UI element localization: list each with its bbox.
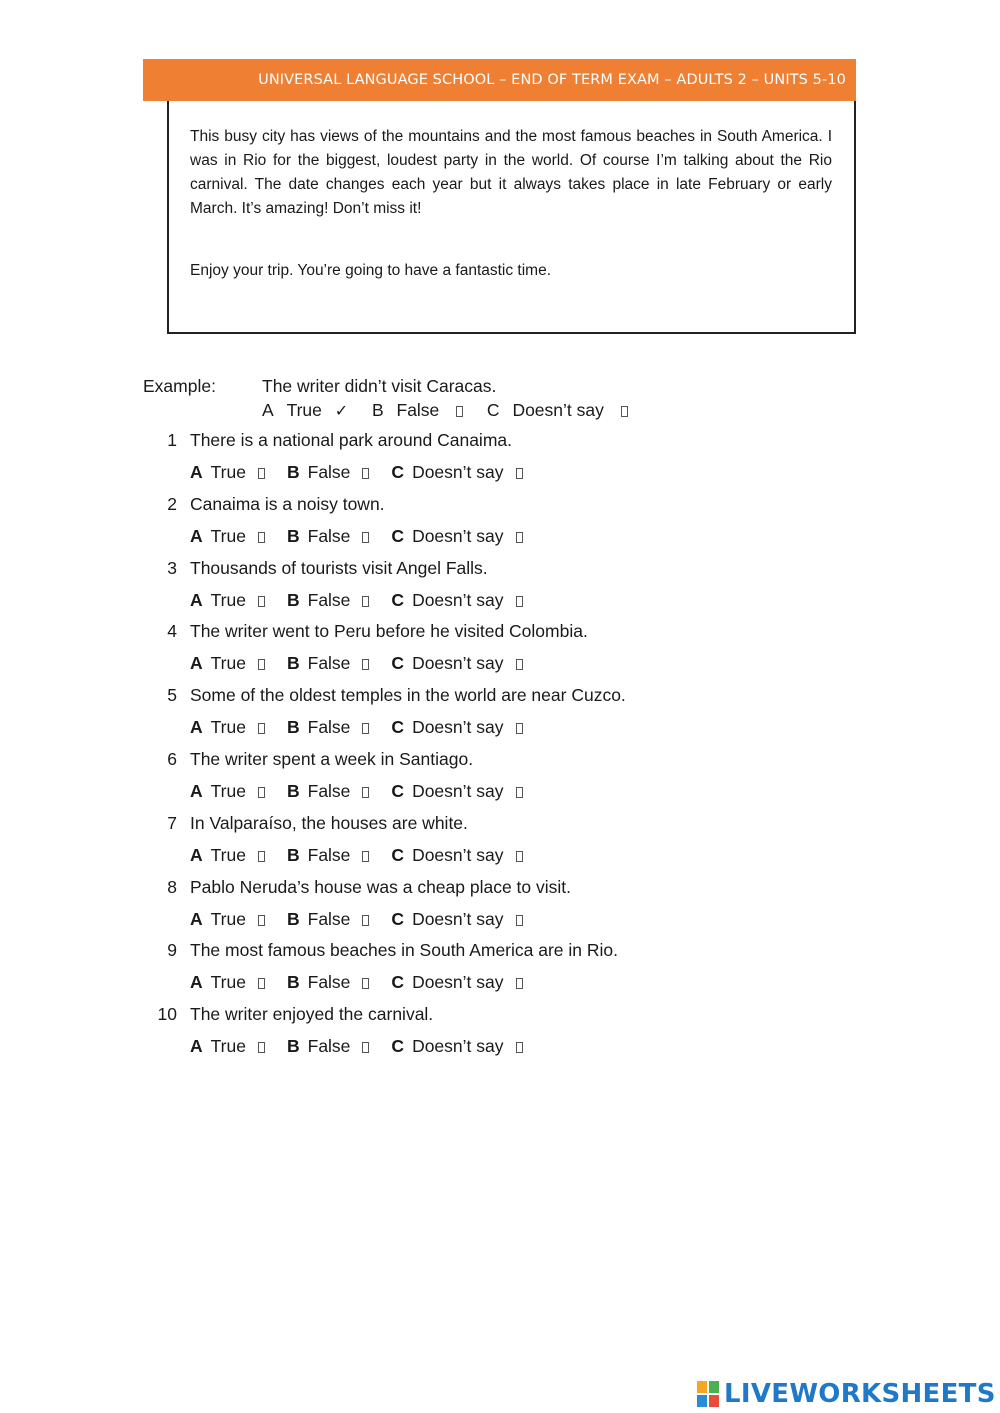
option-a-label: True [210, 1036, 246, 1057]
option-b-label: False [307, 781, 351, 801]
option-a-letter: A [190, 589, 203, 610]
option-b-letter: B [286, 653, 300, 674]
option-c-letter: C [391, 717, 405, 738]
checkbox-icon[interactable] [621, 406, 628, 417]
option-a-letter: A [190, 844, 203, 865]
example-options [262, 400, 628, 421]
option-a-label: True [210, 781, 246, 801]
checkbox-icon[interactable] [258, 468, 265, 479]
checkbox-icon[interactable] [516, 723, 523, 734]
option-a-letter: A [190, 653, 203, 674]
question-text: The writer went to Peru before he visited Colombia. [190, 621, 588, 642]
question-number: 6 [167, 749, 177, 769]
question-number: 9 [167, 940, 177, 961]
checkbox-icon[interactable] [516, 978, 523, 989]
option-b-label: False [307, 717, 351, 738]
example-option-a-label: True [286, 400, 322, 420]
question-number: 7 [167, 812, 177, 833]
option-c-label: Doesn’t say [412, 717, 504, 738]
question-number: 1 [167, 430, 177, 450]
checkbox-icon[interactable] [258, 978, 265, 989]
question-text: There is a national park around Canaima. [190, 430, 512, 450]
option-c-label: Doesn’t say [412, 1036, 504, 1057]
answer-options [190, 462, 523, 483]
option-b-label: False [307, 589, 351, 610]
example-option-a-letter: A [262, 400, 274, 420]
option-a-letter: A [190, 525, 203, 546]
option-a-letter: A [190, 717, 203, 738]
example-option-b-letter: B [371, 400, 384, 420]
answer-options [190, 1036, 523, 1057]
question-text: The writer enjoyed the carnival. [190, 1004, 434, 1025]
option-a-letter: A [190, 908, 203, 929]
option-c-label: Doesn’t say [412, 589, 504, 610]
answer-options [190, 717, 523, 738]
option-a-letter: A [190, 1036, 203, 1057]
option-a-label: True [210, 462, 246, 482]
option-c-label: Doesn’t say [412, 844, 504, 865]
example-option-c-label: Doesn’t say [512, 400, 604, 420]
example-label: Example: [143, 376, 216, 396]
question-number: 4 [167, 621, 177, 642]
option-c-letter: C [391, 972, 405, 993]
checkbox-icon[interactable] [516, 468, 523, 479]
checkbox-icon[interactable] [362, 723, 369, 734]
checkmark-icon: ✓ [334, 401, 349, 420]
question-text: Thousands of tourists visit Angel Falls. [190, 557, 488, 578]
option-b-label: False [307, 525, 351, 546]
option-a-letter: A [190, 462, 203, 482]
option-b-letter: B [286, 908, 300, 929]
option-b-label: False [307, 908, 351, 929]
option-c-label: Doesn’t say [412, 462, 504, 482]
exam-title: UNIVERSAL LANGUAGE SCHOOL – END OF TERM EXAM – ADULTS 2 – UNITS 5-10 [258, 72, 846, 88]
checkbox-icon[interactable] [258, 787, 265, 798]
option-a-label: True [210, 589, 246, 610]
question-number: 2 [167, 493, 177, 514]
question-text: The most famous beaches in South America are in Rio. [190, 940, 618, 961]
option-a-label: True [210, 653, 246, 674]
passage-closing: Enjoy your trip. You’re going to have a fantastic time. [190, 262, 552, 279]
checkbox-icon[interactable] [258, 659, 265, 670]
answer-options [190, 781, 523, 802]
option-b-letter: B [286, 717, 300, 738]
logo-text: LIVEWORKSHEETS [724, 1379, 996, 1409]
option-b-letter: B [286, 1036, 300, 1057]
example-statement: The writer didn’t visit Caracas. [262, 376, 497, 396]
option-b-label: False [307, 972, 351, 993]
answer-options [190, 909, 523, 930]
example-option-b-label: False [396, 400, 440, 420]
option-c-letter: C [391, 908, 405, 929]
logo-icon [697, 1381, 721, 1407]
option-c-label: Doesn’t say [412, 653, 504, 674]
checkbox-icon[interactable] [516, 659, 523, 670]
option-a-label: True [210, 717, 246, 738]
checkbox-icon[interactable] [362, 532, 369, 543]
option-a-label: True [210, 525, 246, 546]
option-b-label: False [307, 462, 351, 482]
question-number: 3 [167, 557, 177, 578]
option-b-letter: B [286, 844, 300, 865]
checkbox-icon[interactable] [258, 1042, 265, 1053]
answer-options [190, 653, 523, 674]
checkbox-icon[interactable] [516, 1042, 523, 1053]
question-number: 5 [167, 685, 177, 706]
checkbox-icon[interactable] [516, 787, 523, 798]
option-b-label: False [307, 844, 351, 865]
answer-options [190, 845, 523, 866]
option-b-letter: B [286, 462, 300, 482]
checkbox-icon[interactable] [258, 915, 265, 926]
question-number: 10 [157, 1004, 177, 1025]
question-text: Canaima is a noisy town. [190, 493, 385, 514]
checkbox-icon[interactable] [362, 978, 369, 989]
answer-options [190, 590, 523, 611]
checkbox-icon[interactable] [516, 915, 523, 926]
checkbox-icon[interactable] [516, 596, 523, 607]
checkbox-icon[interactable] [258, 723, 265, 734]
checkbox-icon[interactable] [516, 851, 523, 862]
option-c-letter: C [391, 653, 405, 674]
checkbox-icon[interactable] [362, 787, 369, 798]
exam-header [143, 59, 856, 101]
option-b-label: False [307, 1036, 351, 1057]
option-c-letter: C [391, 1036, 405, 1057]
option-c-label: Doesn’t say [412, 972, 504, 993]
option-a-letter: A [190, 781, 203, 801]
option-b-label: False [307, 653, 351, 674]
option-a-label: True [210, 844, 246, 865]
answer-options [190, 972, 523, 993]
example-option-c-letter: C [486, 400, 500, 420]
checkbox-icon[interactable] [258, 532, 265, 543]
answer-options [190, 526, 523, 547]
option-b-letter: B [286, 525, 300, 546]
option-c-label: Doesn’t say [412, 781, 504, 801]
checkbox-icon[interactable] [258, 851, 265, 862]
checkbox-icon[interactable] [456, 406, 463, 417]
option-b-letter: B [286, 972, 300, 993]
option-a-letter: A [190, 972, 203, 993]
liveworksheets-logo [697, 1378, 996, 1410]
question-text: In Valparaíso, the houses are white. [190, 812, 468, 833]
option-c-letter: C [391, 462, 405, 482]
option-c-letter: C [391, 844, 405, 865]
question-text: Pablo Neruda’s house was a cheap place to visit. [190, 876, 572, 897]
option-c-label: Doesn’t say [412, 525, 504, 546]
option-c-letter: C [391, 781, 405, 801]
passage-paragraph: This busy city has views of the mountains and the most famous beaches in South America. I was in Rio for the biggest, loudest party in the world. Of course I’m talking about the Rio carnival. The date changes each year but it always takes place in late February or early March. It’s amazing! Don’t miss it! [190, 128, 832, 217]
option-b-letter: B [286, 781, 300, 801]
checkbox-icon[interactable] [362, 468, 369, 479]
option-c-label: Doesn’t say [412, 908, 504, 929]
question-text: Some of the oldest temples in the world are near Cuzco. [190, 685, 626, 706]
checkbox-icon[interactable] [362, 659, 369, 670]
option-a-label: True [210, 972, 246, 993]
checkbox-icon[interactable] [516, 532, 523, 543]
question-text: The writer spent a week in Santiago. [190, 749, 474, 769]
option-c-letter: C [391, 525, 405, 546]
checkbox-icon[interactable] [362, 851, 369, 862]
checkbox-icon[interactable] [362, 915, 369, 926]
checkbox-icon[interactable] [362, 596, 369, 607]
option-c-letter: C [391, 589, 405, 610]
question-number: 8 [167, 876, 177, 897]
checkbox-icon[interactable] [362, 1042, 369, 1053]
option-b-letter: B [286, 589, 300, 610]
option-a-label: True [210, 908, 246, 929]
checkbox-icon[interactable] [258, 596, 265, 607]
